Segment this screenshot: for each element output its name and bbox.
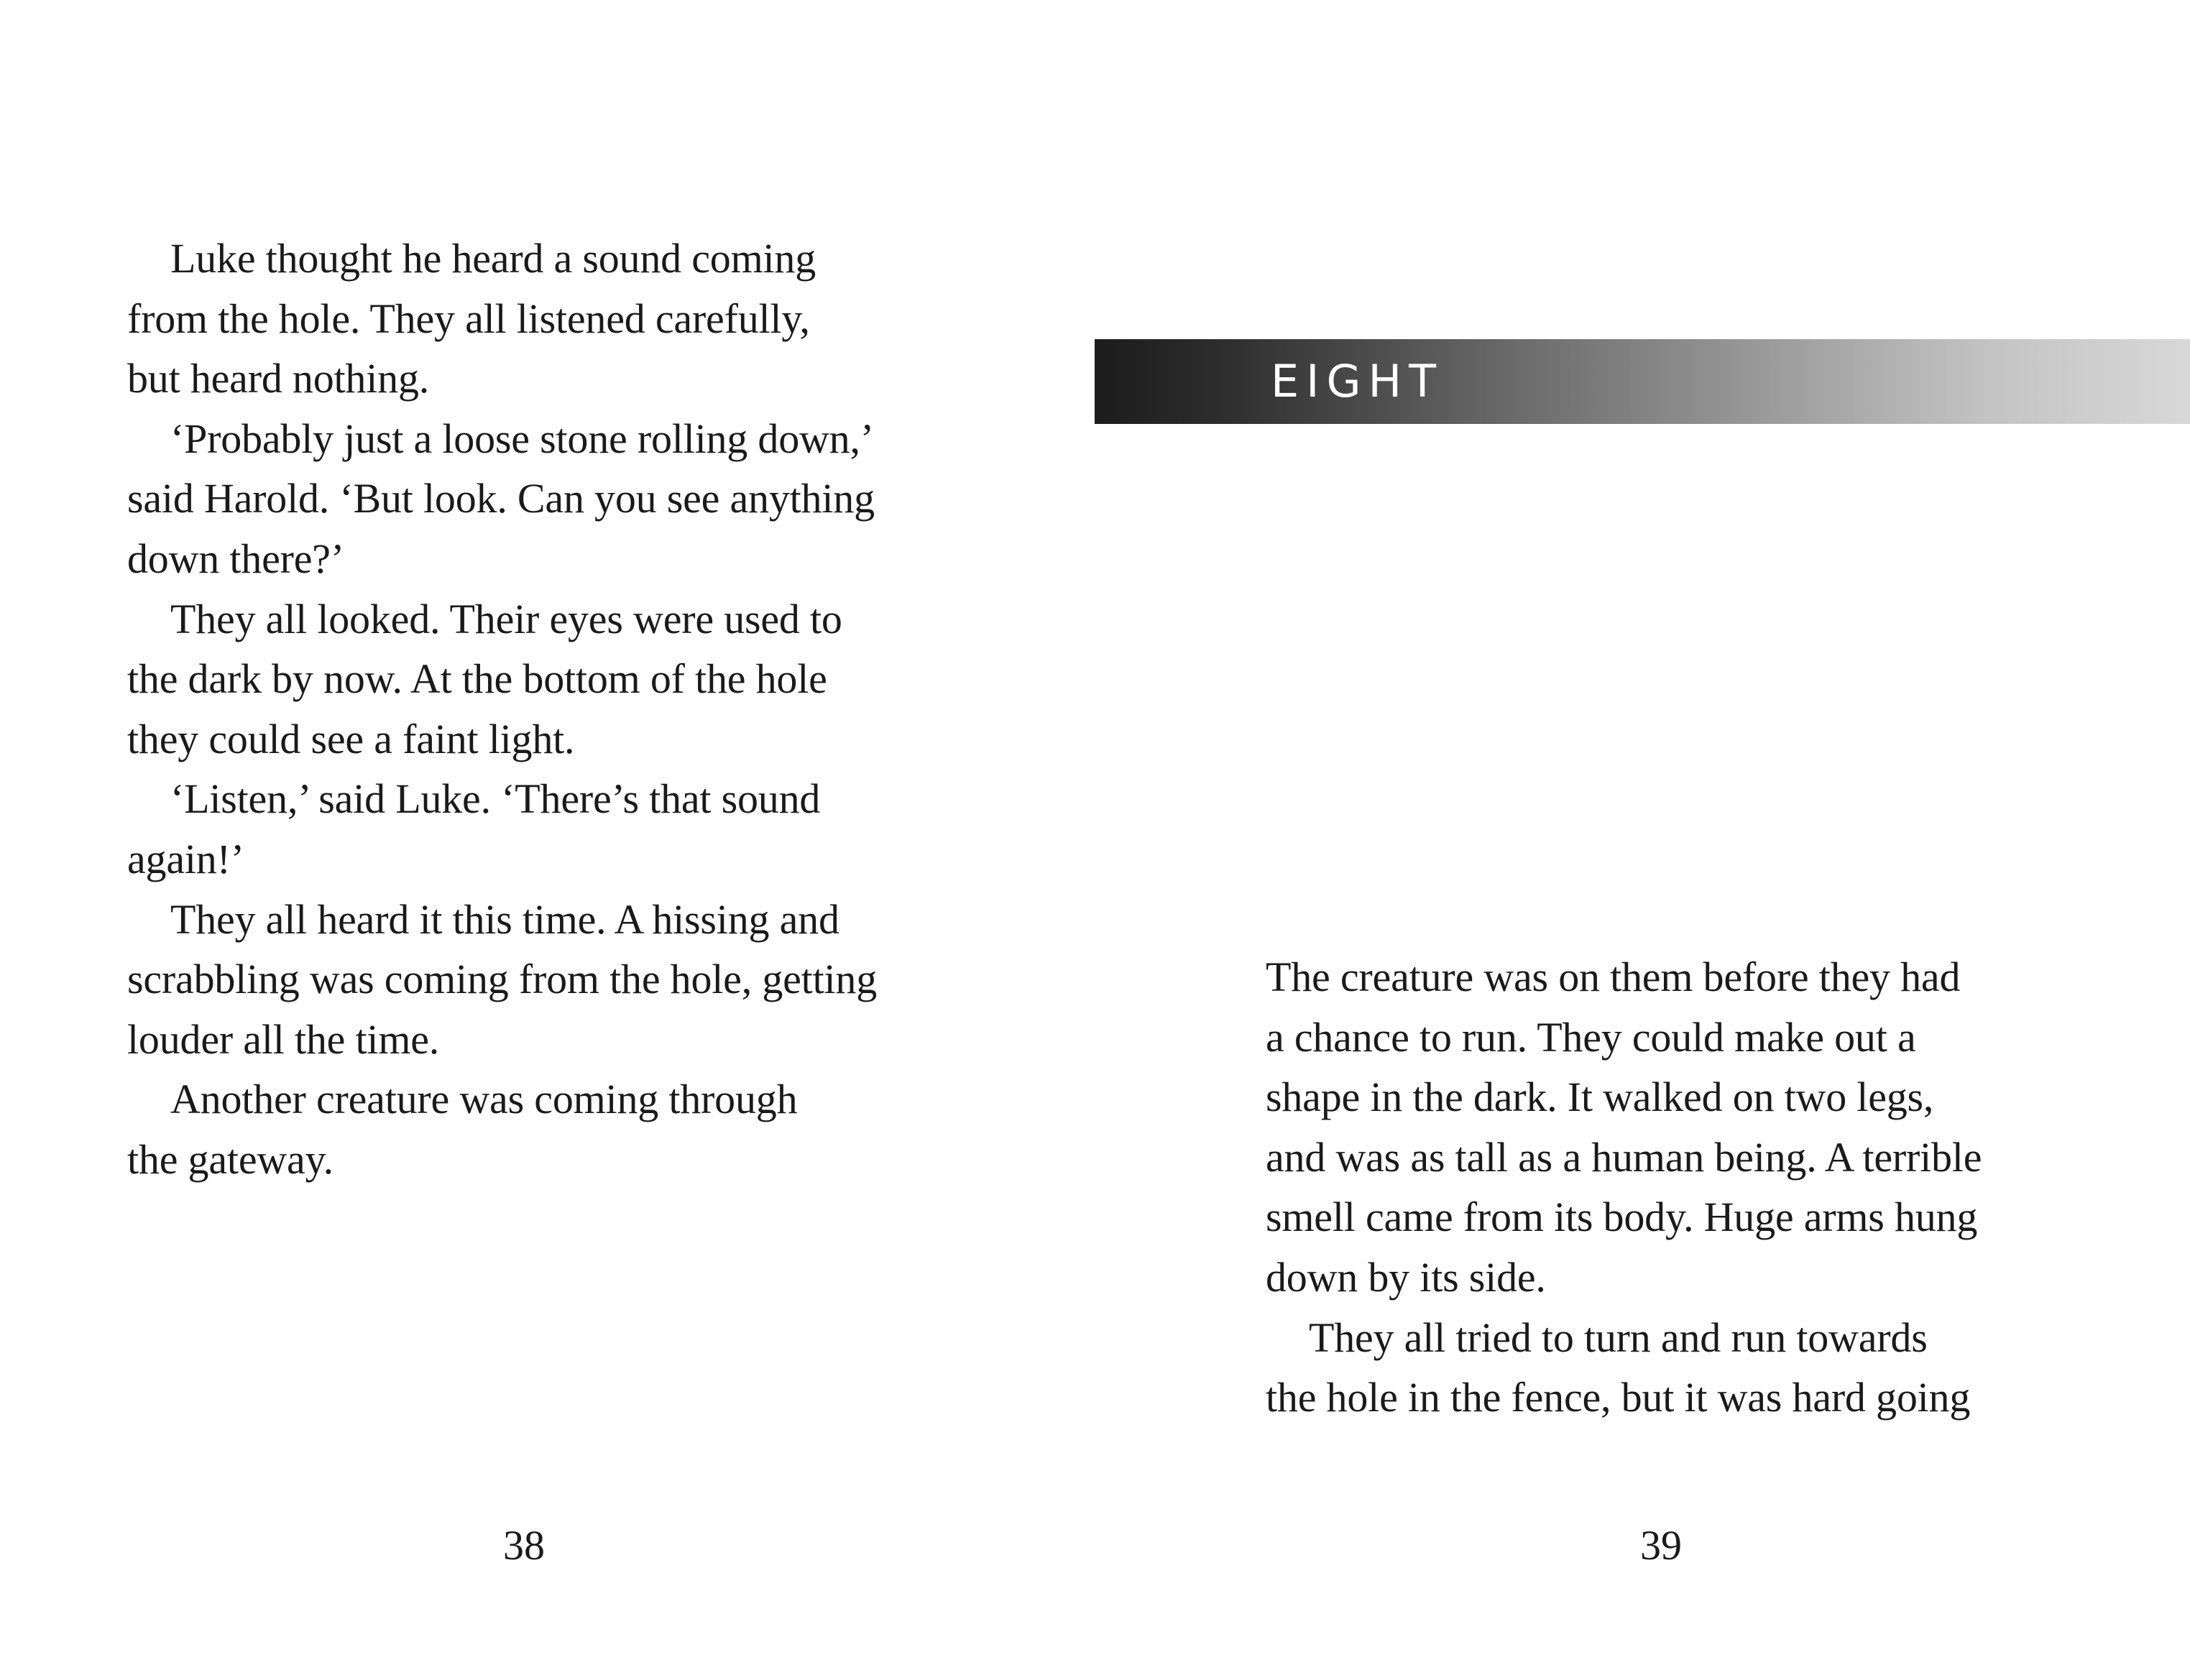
chapter-title: EIGHT <box>1271 355 1443 407</box>
body-line: They all tried to turn and run towards <box>1309 1314 1928 1361</box>
body-line: Another creature was coming through <box>170 1076 798 1123</box>
body-line: they could see a faint light. <box>127 715 575 762</box>
page-number-right: 39 <box>1640 1522 1682 1569</box>
body-line: ‘Probably just a loose stone rolling down,’ <box>170 415 874 462</box>
body-line: the hole in the fence, but it was hard going <box>1266 1374 1971 1421</box>
body-line: but heard nothing. <box>127 355 430 402</box>
right-page-body <box>1266 947 1982 1428</box>
body-line: and was as tall as a human being. A terrible <box>1266 1133 1982 1181</box>
body-line: ‘Listen,’ said Luke. ‘There’s that sound <box>170 775 821 823</box>
body-line: down there?’ <box>127 535 344 582</box>
body-line: again!’ <box>127 835 244 882</box>
chapter-heading-bar <box>1095 339 2190 424</box>
body-line: louder all the time. <box>127 1015 440 1063</box>
body-line: scrabbling was coming from the hole, getting <box>127 956 878 1003</box>
right-page <box>1095 0 2190 1680</box>
body-line: the gateway. <box>127 1135 333 1183</box>
body-line: They all looked. Their eyes were used to <box>170 595 842 642</box>
body-line: They all heard it this time. A hissing and <box>170 895 839 943</box>
body-line: The creature was on them before they had <box>1266 954 1961 1000</box>
body-line: the dark by now. At the bottom of the hole <box>127 655 827 703</box>
body-line: down by its side. <box>1266 1253 1546 1301</box>
body-line: smell came from its body. Huge arms hung <box>1266 1194 1978 1241</box>
page-number-left: 38 <box>503 1522 545 1569</box>
left-page-body <box>127 229 877 1190</box>
body-line: shape in the dark. It walked on two legs, <box>1266 1074 1934 1121</box>
body-line: a chance to run. They could make out a <box>1266 1013 1916 1061</box>
body-line: said Harold. ‘But look. Can you see anything <box>127 475 875 522</box>
body-line: from the hole. They all listened carefully, <box>127 295 810 342</box>
body-line: Luke thought he heard a sound coming <box>170 235 816 282</box>
